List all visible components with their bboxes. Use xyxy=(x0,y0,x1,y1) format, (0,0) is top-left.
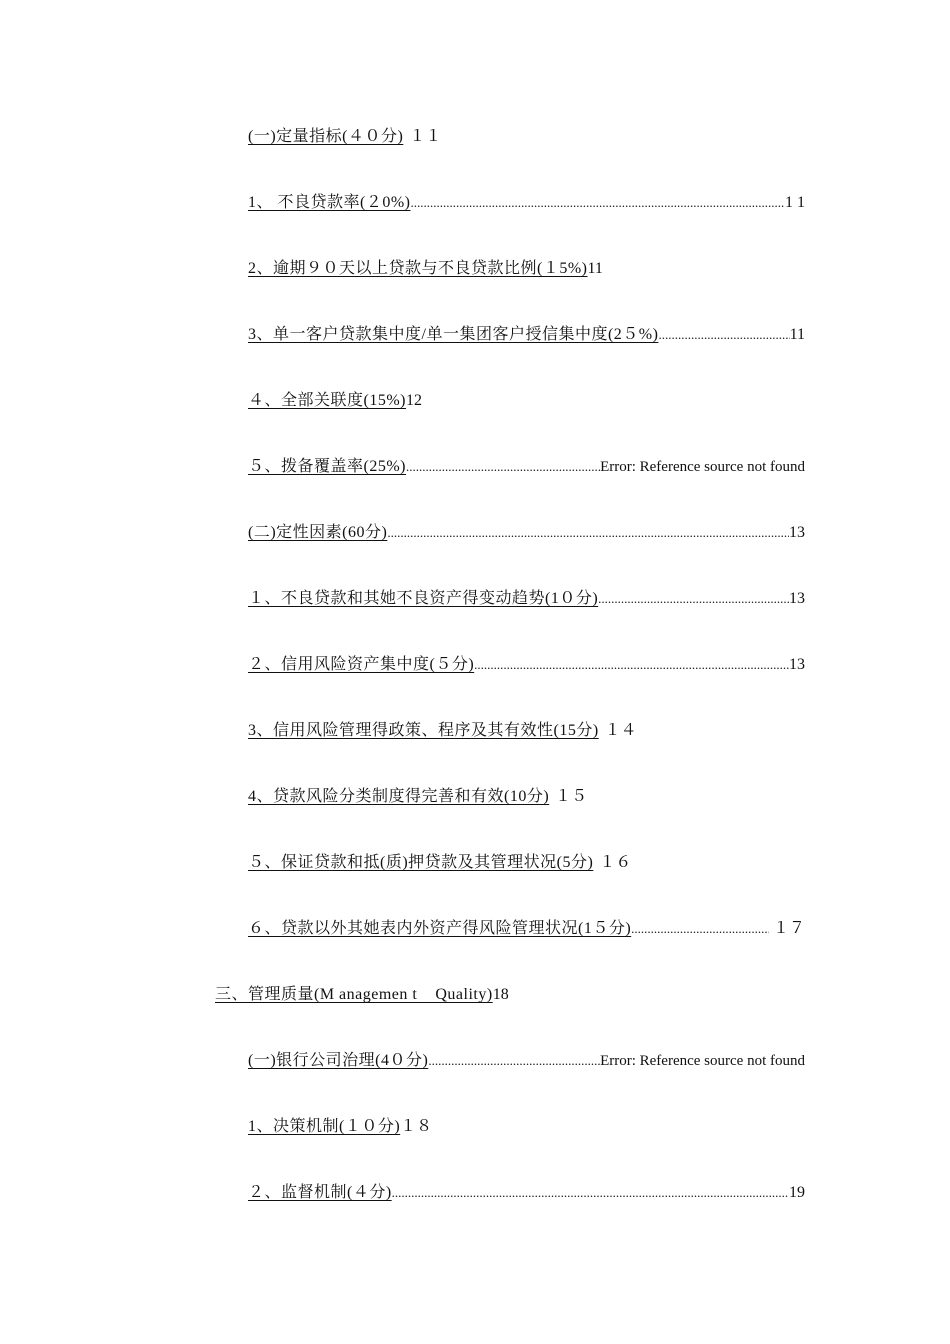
toc-entry-title[interactable]: 三、管理质量(M anagemen t Quality) xyxy=(215,986,493,1003)
toc-page-number: 12 xyxy=(406,392,422,409)
toc-entry-title[interactable]: ６、贷款以外其她表内外资产得风险管理状况(1５分) xyxy=(248,920,632,937)
toc-entry-title[interactable]: 3、单一客户贷款集中度/单一集团客户授信集中度(2５%) xyxy=(248,326,659,343)
toc-entry-title[interactable]: (二)定性因素(60分) xyxy=(248,524,388,541)
toc-entry-title[interactable]: ５、保证贷款和抵(质)押贷款及其管理状况(5分) xyxy=(248,854,594,871)
toc-leader-dots xyxy=(631,920,769,938)
toc-entry-overdue-loan-ratio[interactable] xyxy=(248,258,603,280)
toc-entry-guaranteed-loans[interactable] xyxy=(248,852,631,874)
toc-page-number: １５ xyxy=(555,788,588,805)
toc-page-number: 19 xyxy=(789,1184,805,1201)
toc-page-number: １１ xyxy=(409,128,442,145)
toc-leader-dots xyxy=(411,194,786,212)
toc-leader-dots xyxy=(658,326,789,344)
toc-page-number: 11 xyxy=(789,326,805,343)
toc-page-number: 13 xyxy=(789,656,805,673)
toc-leader-dots xyxy=(392,1184,789,1202)
toc-entry-credit-risk-concentration[interactable] xyxy=(248,654,805,676)
toc-entry-npl-trend[interactable] xyxy=(248,588,805,610)
toc-entry-npl-ratio[interactable] xyxy=(248,192,805,214)
toc-entry-provision-coverage[interactable] xyxy=(248,456,805,478)
toc-entry-title[interactable]: (一)银行公司治理(4０分) xyxy=(248,1052,429,1069)
toc-entry-title[interactable]: 1、决策机制(１０分) xyxy=(248,1118,401,1135)
toc-entry-title[interactable]: 4、贷款风险分类制度得完善和有效(10分) xyxy=(248,788,550,805)
toc-entry-corporate-governance[interactable] xyxy=(248,1050,805,1072)
toc-page-number: 13 xyxy=(789,590,805,607)
toc-entry-title[interactable]: (一)定量指标(４０分) xyxy=(248,128,404,145)
toc-leader-dots xyxy=(428,1052,600,1070)
toc-entry-related-party[interactable] xyxy=(248,390,422,412)
toc-page-number: １４ xyxy=(604,722,637,739)
toc-leader-dots xyxy=(387,524,789,542)
toc-entry-qualitative-factors[interactable] xyxy=(248,522,805,544)
toc-entry-other-assets-risk[interactable] xyxy=(248,918,805,940)
toc-entry-title[interactable]: ２、信用风险资产集中度(５分) xyxy=(248,656,475,673)
toc-page-number: １７ xyxy=(772,920,805,937)
toc-page-number: 18 xyxy=(492,986,509,1003)
toc-page-number: Error: Reference source not found xyxy=(600,459,805,475)
toc-leader-dots xyxy=(598,590,789,608)
toc-page-number: １８ xyxy=(400,1118,433,1135)
toc-leader-dots xyxy=(406,458,600,476)
toc-page-number: 11 xyxy=(587,260,603,277)
toc-entry-loan-classification[interactable] xyxy=(248,786,587,808)
toc-entry-title[interactable]: １、不良贷款和其她不良资产得变动趋势(1０分) xyxy=(248,590,599,607)
toc-page-number: Error: Reference source not found xyxy=(600,1053,805,1069)
toc-page-number: １６ xyxy=(599,854,632,871)
toc-leader-dots xyxy=(474,656,789,674)
toc-entry-supervision-mechanism[interactable] xyxy=(248,1182,805,1204)
toc-entry-credit-risk-policy[interactable] xyxy=(248,720,637,742)
toc-entry-quantitative-indicators[interactable] xyxy=(248,126,441,148)
toc-page-number: 1 1 xyxy=(785,194,805,211)
toc-page-number: 13 xyxy=(789,524,805,541)
toc-entry-title[interactable]: 2、逾期９０天以上贷款与不良贷款比例(１5%) xyxy=(248,260,588,277)
toc-entry-title[interactable]: ５、拨备覆盖率(25%) xyxy=(248,458,406,475)
toc-entry-concentration[interactable] xyxy=(248,324,805,346)
toc-entry-title[interactable]: 3、信用风险管理得政策、程序及其有效性(15分) xyxy=(248,722,599,739)
toc-entry-title[interactable]: ２、监督机制(４分) xyxy=(248,1184,392,1201)
toc-entry-management-quality[interactable] xyxy=(215,984,509,1006)
toc-entry-decision-mechanism[interactable] xyxy=(248,1116,432,1138)
toc-entry-title[interactable]: ４、全部关联度(15%) xyxy=(248,392,406,409)
toc-entry-title[interactable]: 1、 不良贷款率(２0%) xyxy=(248,194,411,211)
